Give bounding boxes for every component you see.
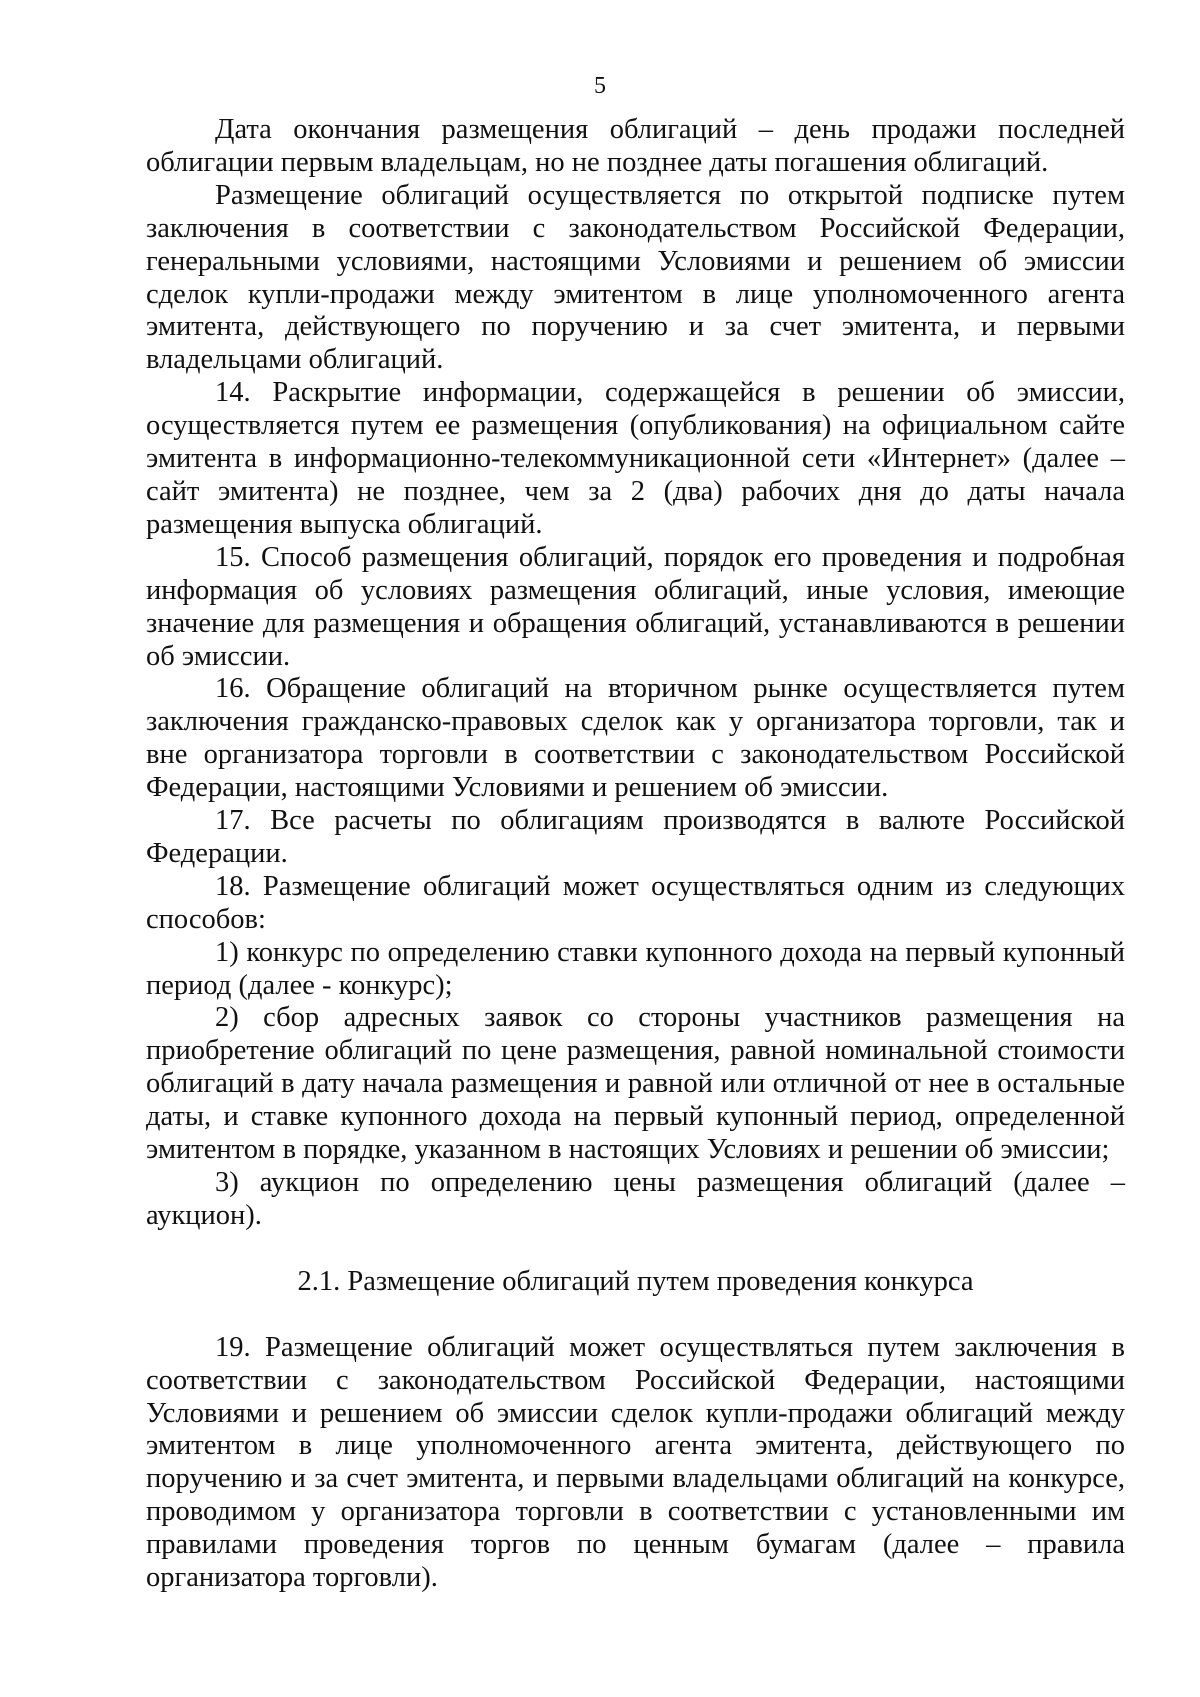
list-item-2-bookbuilding: 2) сбор адресных заявок со стороны участников размещения на приобретение облигаций по цене размещения, равной номинальной стоимости облигаций в дату начала размещения и равной или отличной от нее в остальные даты, и ставке купонного дохода на первый купонный период, определенной эмитентом в порядке, указанном в настоящих Условиях и решении об эмиссии;	[146, 1002, 1125, 1166]
paragraph-18-placement-ways: 18. Размещение облигаций может осуществляться одним из следующих способов:	[146, 870, 1125, 935]
paragraph-15-placement-method: 15. Способ размещения облигаций, порядок его проведения и подробная информация об условиях размещения облигаций, иные условия, имеющие значение для размещения и обращения облигаций, устанавливаются в решении об эмиссии.	[146, 541, 1125, 672]
section-heading-2-1: 2.1. Размещение облигаций путем проведения конкурса	[297, 1265, 974, 1297]
paragraph-16-secondary-market: 16. Обращение облигаций на вторичном рынке осуществляется путем заключения гражданско-правовых сделок как у организатора торговли, так и вне организатора торговли в соответствии с законодательством Российской Федерации, настоящими Условиями и решением об эмиссии.	[146, 673, 1125, 804]
paragraph-19-contest-placement: 19. Размещение облигаций может осуществляться путем заключения в соответствии с законодательством Российской Федерации, настоящими Условиями и решением об эмиссии сделок купли-продажи облигаций между эмитентом в лице уполномоченного агента эмитента, действующего по поручению и за счет эмитента, и первыми владельцами облигаций на конкурсе, проводимом у организатора торговли в соответствии с установленными им правилами проведения торгов по ценным бумагам (далее – правила организатора торговли).	[146, 1331, 1125, 1594]
paragraph-14-disclosure: 14. Раскрытие информации, содержащейся в решении об эмиссии, осуществляется путем ее размещения (опубликования) на официальном сайте эмитента в информационно-телекоммуникационной сети «Интернет» (далее – сайт эмитента) не позднее, чем за 2 (два) рабочих дня до даты начала размещения выпуска облигаций.	[146, 377, 1125, 540]
document-body	[146, 114, 1125, 1595]
list-item-3-auction: 3) аукцион по определению цены размещения облигаций (далее – аукцион).	[146, 1167, 1125, 1231]
paragraph-17-settlements: 17. Все расчеты по облигациям производятся в валюте Российской Федерации.	[146, 805, 1125, 869]
list-item-1-contest: 1) конкурс по определению ставки купонного дохода на первый купонный период (далее - конкурс);	[146, 936, 1125, 1001]
paragraph-placement-end-date: Дата окончания размещения облигаций – день продажи последней облигации первым владельцам, но не позднее даты погашения облигаций.	[146, 114, 1125, 178]
page-number: 5	[594, 73, 606, 99]
paragraph-open-subscription: Размещение облигаций осуществляется по открытой подписке путем заключения в соответствии с законодательством Российской Федерации, генеральными условиями, настоящими Условиями и решением об эмиссии сделок купли-продажи между эмитентом в лице уполномоченного агента эмитента, действующего по поручению и за счет эмитента, и первыми владельцами облигаций.	[146, 179, 1125, 376]
